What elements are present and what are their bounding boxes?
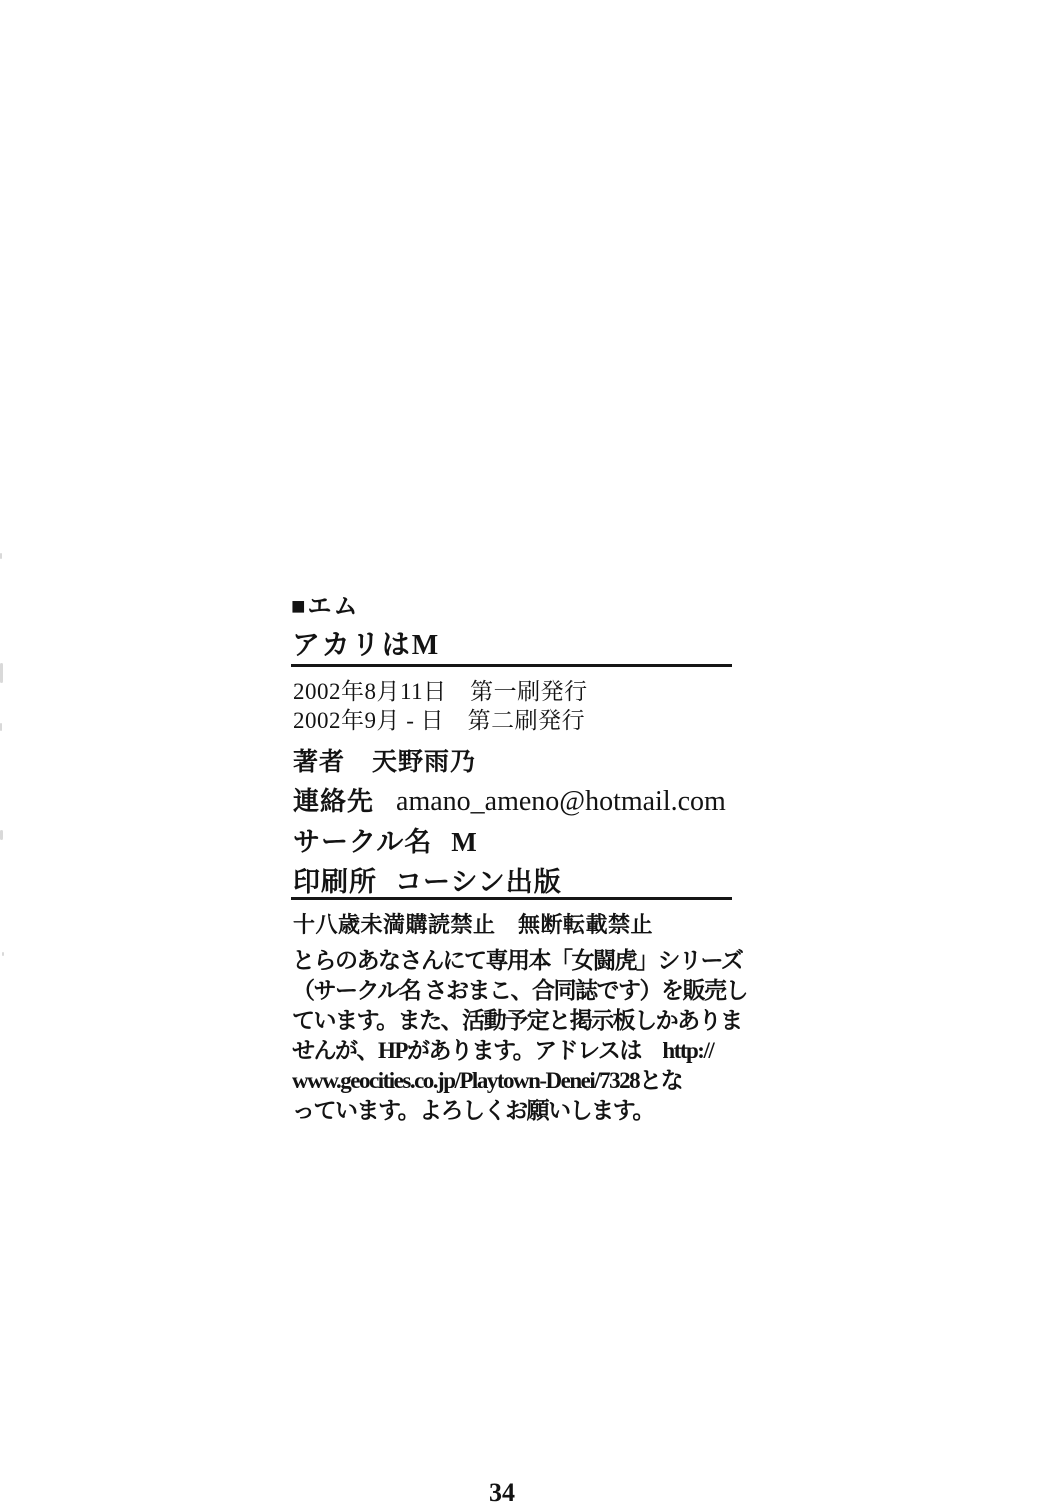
section-marker: ■エム	[291, 594, 360, 620]
contact-row	[293, 781, 726, 818]
contact-email: amano_ameno@hotmail.com	[396, 786, 726, 817]
circle-value: M	[451, 827, 478, 857]
about-line: www.geocities.co.jp/Playtown-Denei/7328とな	[292, 1068, 683, 1093]
contact-label: 連絡先	[293, 787, 375, 816]
print-run-dates	[293, 677, 588, 735]
first-print-date: 2002年8月11日 第一刷発行	[293, 679, 588, 704]
divider-rule-top	[291, 664, 732, 667]
scan-artifact	[0, 663, 3, 683]
about-paragraph	[292, 946, 762, 1126]
work-title: アカリはM	[292, 630, 441, 661]
divider-rule-bottom	[291, 897, 732, 900]
about-line: っています。よろしくお願いします。	[292, 1098, 654, 1123]
scan-artifact	[0, 723, 2, 731]
author-value: 天野雨乃	[372, 749, 477, 776]
page-number: 34	[489, 1478, 515, 1507]
about-line: せんが、HPがあります。アドレスは http://	[292, 1038, 714, 1063]
about-line: とらのあなさんにて専用本「女闘虎」シリーズ	[292, 948, 743, 973]
circle-label: サークル名	[293, 827, 433, 857]
printer-row	[293, 860, 562, 899]
author-row	[293, 742, 476, 778]
printer-value: コーシン出版	[395, 867, 562, 897]
scan-artifact	[0, 553, 2, 559]
scan-artifact	[2, 952, 4, 956]
second-print-date: 2002年9月 - 日 第二刷発行	[293, 708, 586, 733]
about-line: ています。また、活動予定と掲示板しかありま	[292, 1008, 742, 1033]
scan-artifact	[0, 830, 3, 840]
circle-row	[293, 820, 478, 859]
printer-label: 印刷所	[293, 867, 377, 897]
about-line: （サークル名 さおまこ、合同誌です）を販売し	[292, 978, 748, 1003]
author-label: 著者	[293, 749, 346, 776]
restriction-notice: 十八歳未満購読禁止 無断転載禁止	[293, 912, 654, 937]
